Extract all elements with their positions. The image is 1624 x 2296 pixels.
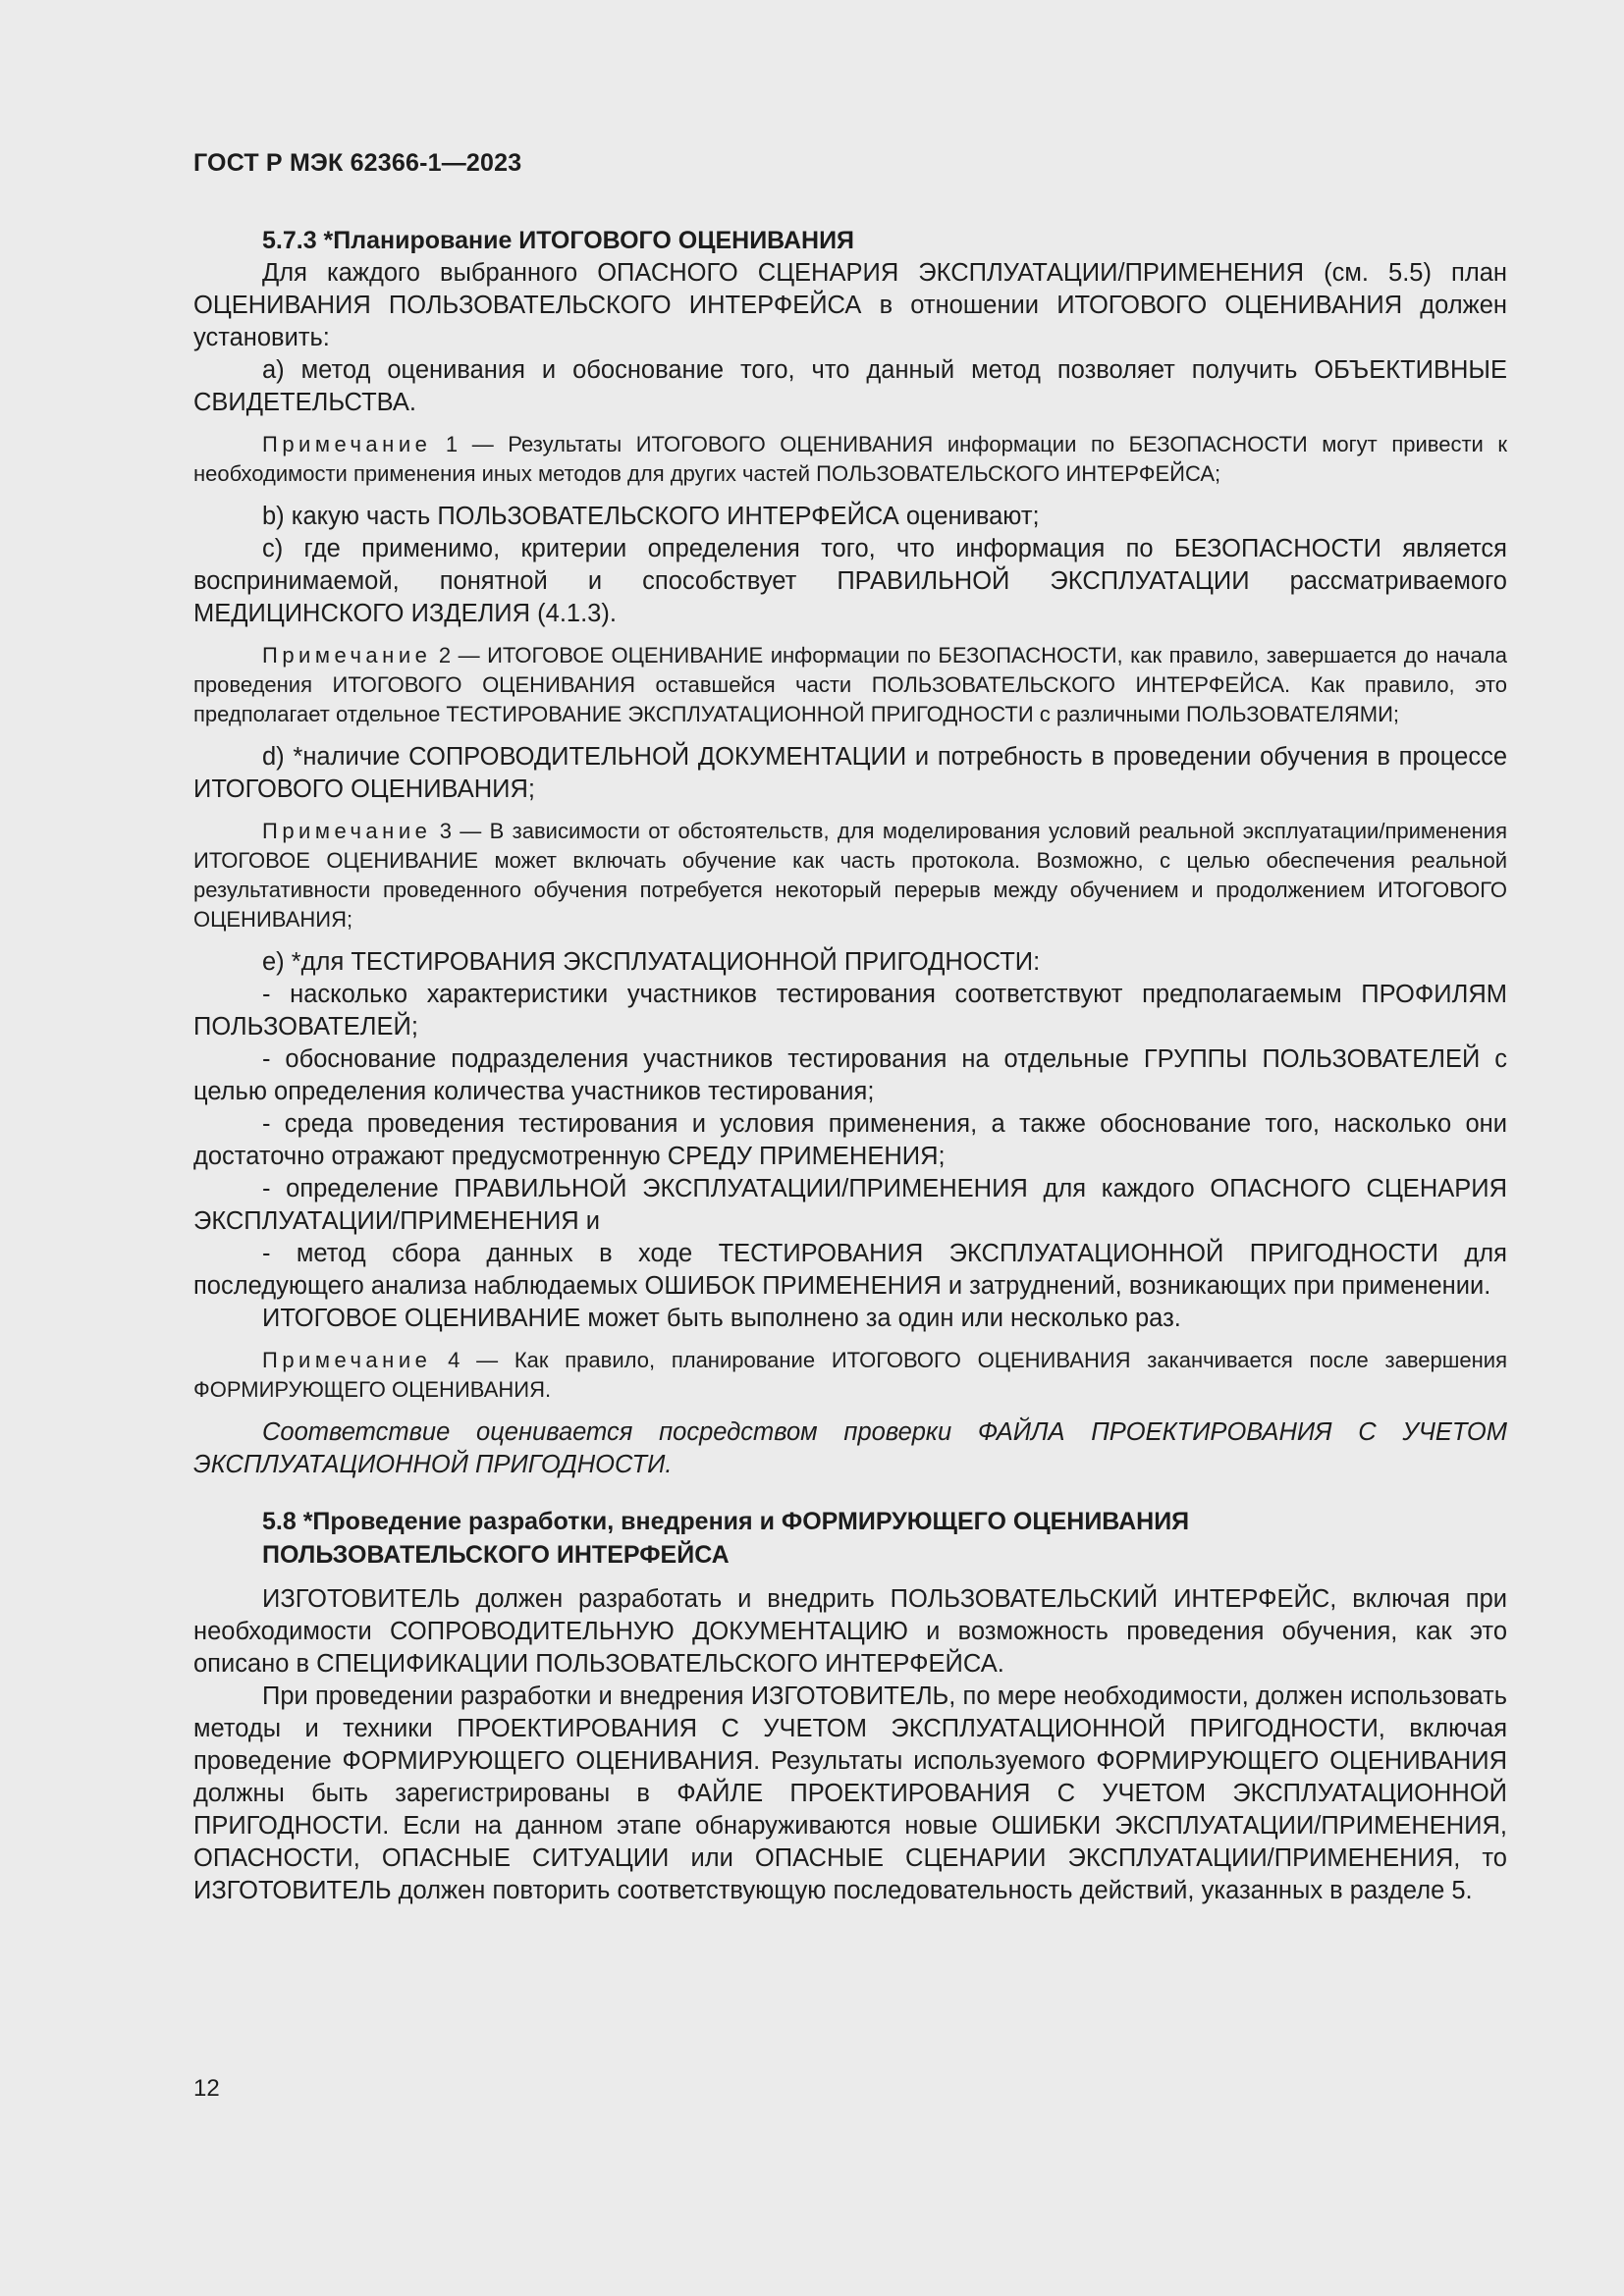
dash-item: - насколько характеристики участников тестирования соответствуют предполагаемым ПРОФИЛЯМ ПОЛЬЗОВАТЕЛЕЙ;: [193, 981, 1507, 1041]
note-label: Примечание: [262, 643, 432, 667]
repeat-paragraph: ИТОГОВОЕ ОЦЕНИВАНИЕ может быть выполнено за один или несколько раз.: [262, 1305, 1181, 1332]
section-heading-5-8: [193, 1505, 1507, 1572]
dash-item: - определение ПРАВИЛЬНОЙ ЭКСПЛУАТАЦИИ/ПРИМЕНЕНИЯ для каждого ОПАСНОГО СЦЕНАРИЯ ЭКСПЛУАТАЦИИ/ПРИМЕНЕНИЯ и: [193, 1175, 1507, 1235]
heading-line: ПОЛЬЗОВАТЕЛЬСКОГО ИНТЕРФЕЙСА: [262, 1541, 730, 1569]
note-text: 4 — Как правило, планирование ИТОГОВОГО ОЦЕНИВАНИЯ заканчивается после завершения ФОРМИРУЮЩЕГО ОЦЕНИВАНИЯ.: [193, 1348, 1507, 1402]
heading-line: 5.8 *Проведение разработки, внедрения и ФОРМИРУЮЩЕГО ОЦЕНИВАНИЯ: [262, 1508, 1190, 1535]
list-item-a: а) метод оценивания и обоснование того, что данный метод позволяет получить ОБЪЕКТИВНЫЕ СВИДЕТЕЛЬСТВА.: [193, 356, 1507, 416]
note-text: 1 — Результаты ИТОГОВОГО ОЦЕНИВАНИЯ информации по БЕЗОПАСНОСТИ могут привести к необходимости применения иных методов для других частей ПОЛЬЗОВАТЕЛЬСКОГО ИНТЕРФЕЙСА;: [193, 432, 1507, 486]
dash-item: - среда проведения тестирования и условия применения, а также обоснование того, насколько они достаточно отражают предусмотренную СРЕДУ ПРИМЕНЕНИЯ;: [193, 1110, 1507, 1170]
page-content: [193, 224, 1507, 1907]
note-text: 3 — В зависимости от обстоятельств, для моделирования условий реальной эксплуатации/применения ИТОГОВОЕ ОЦЕНИВАНИЕ может включать обучение как часть протокола. Возможно, с целью обеспечения реальной результативности проведенного обучения потребуется некоторый перерыв между обучением и продолжением ИТОГОВОГО ОЦЕНИВАНИЯ;: [193, 819, 1507, 932]
dash-item: - обоснование подразделения участников тестирования на отдельные ГРУППЫ ПОЛЬЗОВАТЕЛЕЙ с целью определения количества участников тестирования;: [193, 1045, 1507, 1105]
note-4: [193, 1346, 1507, 1405]
list-item-d: d) *наличие СОПРОВОДИТЕЛЬНОЙ ДОКУМЕНТАЦИИ и потребность в проведении обучения в процессе ИТОГОВОГО ОЦЕНИВАНИЯ;: [193, 743, 1507, 803]
note-3: [193, 817, 1507, 934]
note-label: Примечание: [262, 432, 432, 456]
intro-paragraph: Для каждого выбранного ОПАСНОГО СЦЕНАРИЯ ЭКСПЛУАТАЦИИ/ПРИМЕНЕНИЯ (см. 5.5) план ОЦЕНИВАНИЯ ПОЛЬЗОВАТЕЛЬСКОГО ИНТЕРФЕЙСА в отношении ИТОГОВОГО ОЦЕНИВАНИЯ должен установить:: [193, 259, 1507, 351]
note-text: 2 — ИТОГОВОЕ ОЦЕНИВАНИЕ информации по БЕЗОПАСНОСТИ, как правило, завершается до начала проведения ИТОГОВОГО ОЦЕНИВАНИЯ оставшейся части ПОЛЬЗОВАТЕЛЬСКОГО ИНТЕРФЕЙСА. Как правило, это предполагает отдельное ТЕСТИРОВАНИЕ ЭКСПЛУАТАЦИОННОЙ ПРИГОДНОСТИ с различными ПОЛЬЗОВАТЕЛЯМИ;: [193, 643, 1507, 726]
section-heading-5-7-3: 5.7.3 *Планирование ИТОГОВОГО ОЦЕНИВАНИЯ: [262, 227, 855, 254]
compliance-statement: Соответствие оценивается посредством проверки ФАЙЛА ПРОЕКТИРОВАНИЯ С УЧЕТОМ ЭКСПЛУАТАЦИОННОЙ ПРИГОДНОСТИ.: [193, 1418, 1507, 1478]
note-2: [193, 641, 1507, 729]
note-label: Примечание: [262, 819, 432, 843]
list-item-c: с) где применимо, критерии определения того, что информация по БЕЗОПАСНОСТИ является воспринимаемой, понятной и способствует ПРАВИЛЬНОЙ ЭКСПЛУАТАЦИИ рассматриваемого МЕДИЦИНСКОГО ИЗДЕЛИЯ (4.1.3).: [193, 535, 1507, 627]
page-number: 12: [193, 2075, 220, 2102]
dash-item: - метод сбора данных в ходе ТЕСТИРОВАНИЯ ЭКСПЛУАТАЦИОННОЙ ПРИГОДНОСТИ для последующего анализа наблюдаемых ОШИБОК ПРИМЕНЕНИЯ и затруднений, возникающих при применении.: [193, 1240, 1507, 1300]
list-item-b: b) какую часть ПОЛЬЗОВАТЕЛЬСКОГО ИНТЕРФЕЙСА оценивают;: [262, 503, 1040, 530]
note-label: Примечание: [262, 1348, 432, 1372]
note-1: [193, 430, 1507, 489]
document-code: ГОСТ Р МЭК 62366-1—2023: [193, 149, 522, 177]
list-item-e: е) *для ТЕСТИРОВАНИЯ ЭКСПЛУАТАЦИОННОЙ ПРИГОДНОСТИ:: [262, 948, 1041, 976]
paragraph-2: При проведении разработки и внедрения ИЗГОТОВИТЕЛЬ, по мере необходимости, должен использовать методы и техники ПРОЕКТИРОВАНИЯ С УЧЕТОМ ЭКСПЛУАТАЦИОННОЙ ПРИГОДНОСТИ, включая проведение ФОРМИРУЮЩЕГО ОЦЕНИВАНИЯ. Результаты используемого ФОРМИРУЮЩЕГО ОЦЕНИВАНИЯ должны быть зарегистрированы в ФАЙЛЕ ПРОЕКТИРОВАНИЯ С УЧЕТОМ ЭКСПЛУАТАЦИОННОЙ ПРИГОДНОСТИ. Если на данном этапе обнаруживаются новые ОШИБКИ ЭКСПЛУАТАЦИИ/ПРИМЕНЕНИЯ, ОПАСНОСТИ, ОПАСНЫЕ СИТУАЦИИ или ОПАСНЫЕ СЦЕНАРИИ ЭКСПЛУАТАЦИИ/ПРИМЕНЕНИЯ, то ИЗГОТОВИТЕЛЬ должен повторить соответствующую последовательность действий, указанных в разделе 5.: [193, 1682, 1507, 1904]
paragraph-1: ИЗГОТОВИТЕЛЬ должен разработать и внедрить ПОЛЬЗОВАТЕЛЬСКИЙ ИНТЕРФЕЙС, включая при необходимости СОПРОВОДИТЕЛЬНУЮ ДОКУМЕНТАЦИЮ и возможность проведения обучения, как это описано в СПЕЦИФИКАЦИИ ПОЛЬЗОВАТЕЛЬСКОГО ИНТЕРФЕЙСА.: [193, 1585, 1507, 1678]
